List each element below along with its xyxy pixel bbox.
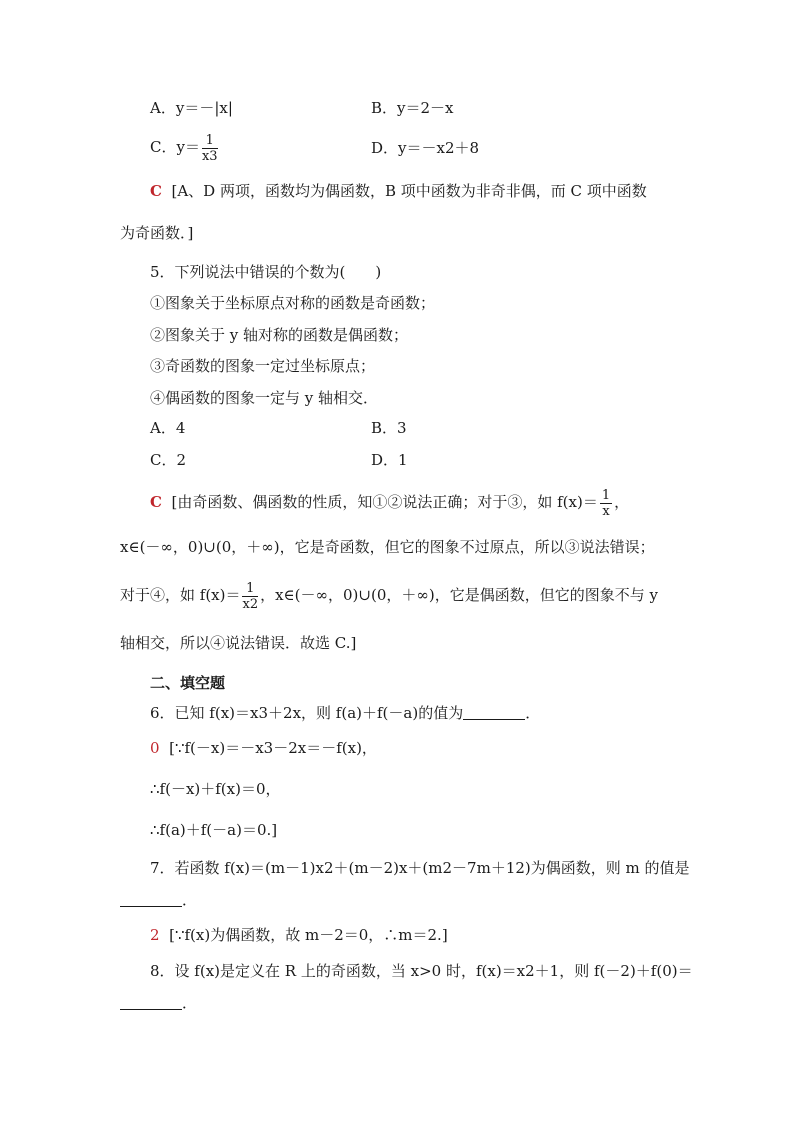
- q5-option-d: D．1: [371, 451, 408, 469]
- q4-explanation-line1: C [A、D 两项，函数均为偶函数，B 项中函数为非奇非偶，而 C 项中函数: [150, 182, 647, 200]
- q7-answer: 2: [150, 926, 160, 944]
- q4-option-c: C．y＝ $\frac{1}{x3}$: [150, 132, 218, 164]
- q7-stem: 7．若函数 f(x)＝(m－1)x2＋(m－2)x＋(m2－7m＋12)为偶函数，则 m 的值是: [150, 859, 690, 877]
- q5-statement-1: ①图象关于坐标原点对称的函数是奇函数；: [150, 294, 436, 312]
- q6-solution-line1: 0 [∵f(－x)＝－x3－2x＝－f(x)，: [150, 739, 377, 757]
- q5-explanation-line1: C [由奇函数、偶函数的性质，知①②说法正确；对于③，如 f(x)＝ $\frac{1}{x}$ ，: [150, 487, 630, 519]
- q5-stem: 5．下列说法中错误的个数为( ): [150, 263, 382, 281]
- q8-stem-line2: ．: [120, 993, 197, 1013]
- q5-statement-3: ③奇函数的图象一定过坐标原点；: [150, 357, 376, 375]
- q5-explanation-line4: 轴相交，所以④说法错误．故选 C.]: [120, 634, 357, 652]
- q5-option-c: C．2: [150, 451, 187, 469]
- section-title: 二、填空题: [150, 674, 226, 692]
- q6-answer: 0: [150, 739, 160, 757]
- q6-answer-blank: [463, 705, 525, 720]
- q5-statement-4: ④偶函数的图象一定与 y 轴相交．: [150, 389, 379, 407]
- q6-solution-line2: ∴f(－x)＋f(x)＝0，: [150, 780, 281, 798]
- q5-option-a: A．4: [150, 419, 186, 437]
- q6-stem: 6．已知 f(x)＝x3＋2x，则 f(a)＋f(－a)的值为 ．: [150, 704, 541, 722]
- q5-fraction-1: $\frac{1}{x}$: [601, 487, 611, 519]
- q4-option-a: A．y＝－|x|: [150, 99, 233, 117]
- q5-statement-2: ②图象关于 y 轴对称的函数是偶函数；: [150, 326, 409, 344]
- q5-explanation-line2: x∈(－∞，0)∪(0，＋∞)，它是奇函数，但它的图象不过原点，所以③说法错误；: [120, 538, 655, 556]
- q5-fraction-2: $\frac{1}{x2}$: [242, 580, 259, 612]
- q5-option-b: B．3: [371, 419, 407, 437]
- q4-option-c-fraction: $\frac{1}{x3}$: [201, 132, 218, 164]
- q5-explanation-line3: 对于④，如 f(x)＝ $\frac{1}{x2}$ ，x∈(－∞，0)∪(0，＋∞)，它是偶函数，但它的图象不与 y: [120, 580, 658, 612]
- q7-answer-blank: [120, 892, 182, 907]
- q4-explanation-line2: 为奇函数．]: [120, 224, 194, 242]
- q8-answer-blank: [120, 995, 182, 1010]
- q7-stem-line2: ．: [120, 890, 197, 910]
- q6-solution-line3: ∴f(a)＋f(－a)＝0.]: [150, 821, 278, 839]
- q4-answer: C: [150, 182, 162, 200]
- q8-stem: 8．设 f(x)是定义在 R 上的奇函数，当 x>0 时，f(x)＝x2＋1，则 f(－2)＋f(0)＝: [150, 962, 693, 980]
- q4-option-b: B．y＝2－x: [371, 99, 454, 117]
- q4-option-d: D．y＝－x2＋8: [371, 139, 480, 157]
- q5-answer: C: [150, 493, 162, 511]
- q7-solution: 2 [∵f(x)为偶函数，故 m－2＝0，∴m＝2.]: [150, 926, 448, 944]
